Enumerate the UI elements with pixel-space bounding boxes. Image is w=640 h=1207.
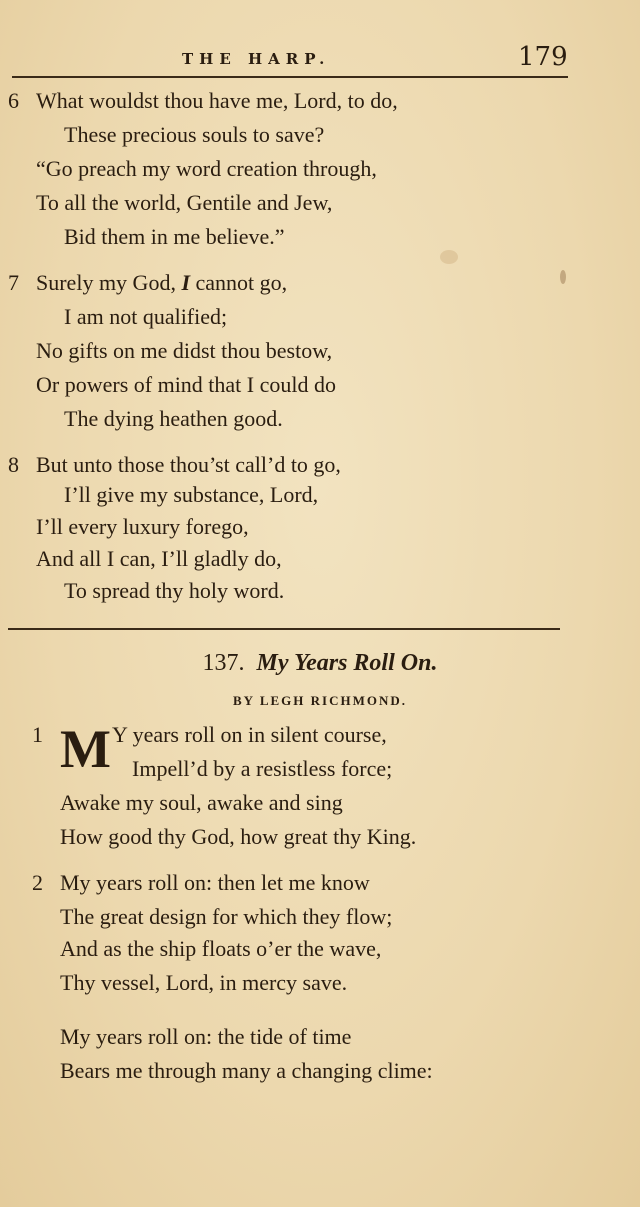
verse-line: My years roll on: then let me know <box>60 870 370 895</box>
verse-line: Bears me through many a changing clime: <box>60 1058 433 1083</box>
hymn-number: 137. <box>202 650 245 676</box>
verse-line: What wouldst thou have me, Lord, to do, <box>36 88 398 113</box>
verse-line: I’ll every luxury forego, <box>36 514 249 539</box>
verse-number: 2 <box>32 870 43 895</box>
verse-number: 8 <box>8 452 19 477</box>
paper-stain <box>440 250 458 264</box>
hymn-author: BY LEGH RICHMOND. <box>233 693 407 708</box>
verse-line: Y years roll on in silent course, <box>112 722 387 747</box>
verse-line: To all the world, Gentile and Jew, <box>36 190 333 215</box>
page-number: 179 <box>518 42 568 72</box>
verse-line: These precious souls to save? <box>64 122 325 147</box>
header-rule <box>12 76 568 78</box>
verse-number: 6 <box>8 88 19 113</box>
verse-line: “Go preach my word creation through, <box>36 156 377 181</box>
verse-line: Or powers of mind that I could do <box>36 372 336 397</box>
verse-number: 7 <box>8 270 19 295</box>
verse-number: 1 <box>32 722 43 747</box>
verse-line: Awake my soul, awake and sing <box>60 790 343 815</box>
verse-line: How good thy God, how great thy King. <box>60 824 417 849</box>
verse-line: To spread thy holy word. <box>64 578 285 603</box>
italic-word: I <box>181 270 191 295</box>
running-head <box>0 44 640 76</box>
verse-line: But unto those thou’st call’d to go, <box>36 452 341 477</box>
verse-line <box>36 270 287 296</box>
hymn-heading <box>0 650 640 677</box>
verse-line: I’ll give my substance, Lord, <box>64 482 319 507</box>
drop-cap: M <box>60 719 111 779</box>
section-rule <box>8 628 560 630</box>
verse-line: No gifts on me didst thou bestow, <box>36 338 333 363</box>
running-title: THE HARP. <box>182 50 331 68</box>
verse-line: Impell’d by a resistless force; <box>132 756 393 781</box>
verse-line: My years roll on: the tide of time <box>60 1024 352 1049</box>
verse-line: And all I can, I’ll gladly do, <box>36 546 282 571</box>
verse-line-start: Surely my God, <box>36 270 182 295</box>
verse-line-end: cannot go, <box>190 270 288 295</box>
paper-stain <box>560 270 566 284</box>
verse-line: The great design for which they flow; <box>60 904 393 929</box>
hymn-title: My Years Roll On. <box>256 650 438 676</box>
verse-line: Thy vessel, Lord, in mercy save. <box>60 970 348 995</box>
verse-line: Bid them in me believe.” <box>64 224 285 249</box>
verse-line: I am not qualified; <box>64 304 228 329</box>
verse-line: The dying heathen good. <box>64 406 283 431</box>
verse-line: And as the ship floats o’er the wave, <box>60 936 382 961</box>
